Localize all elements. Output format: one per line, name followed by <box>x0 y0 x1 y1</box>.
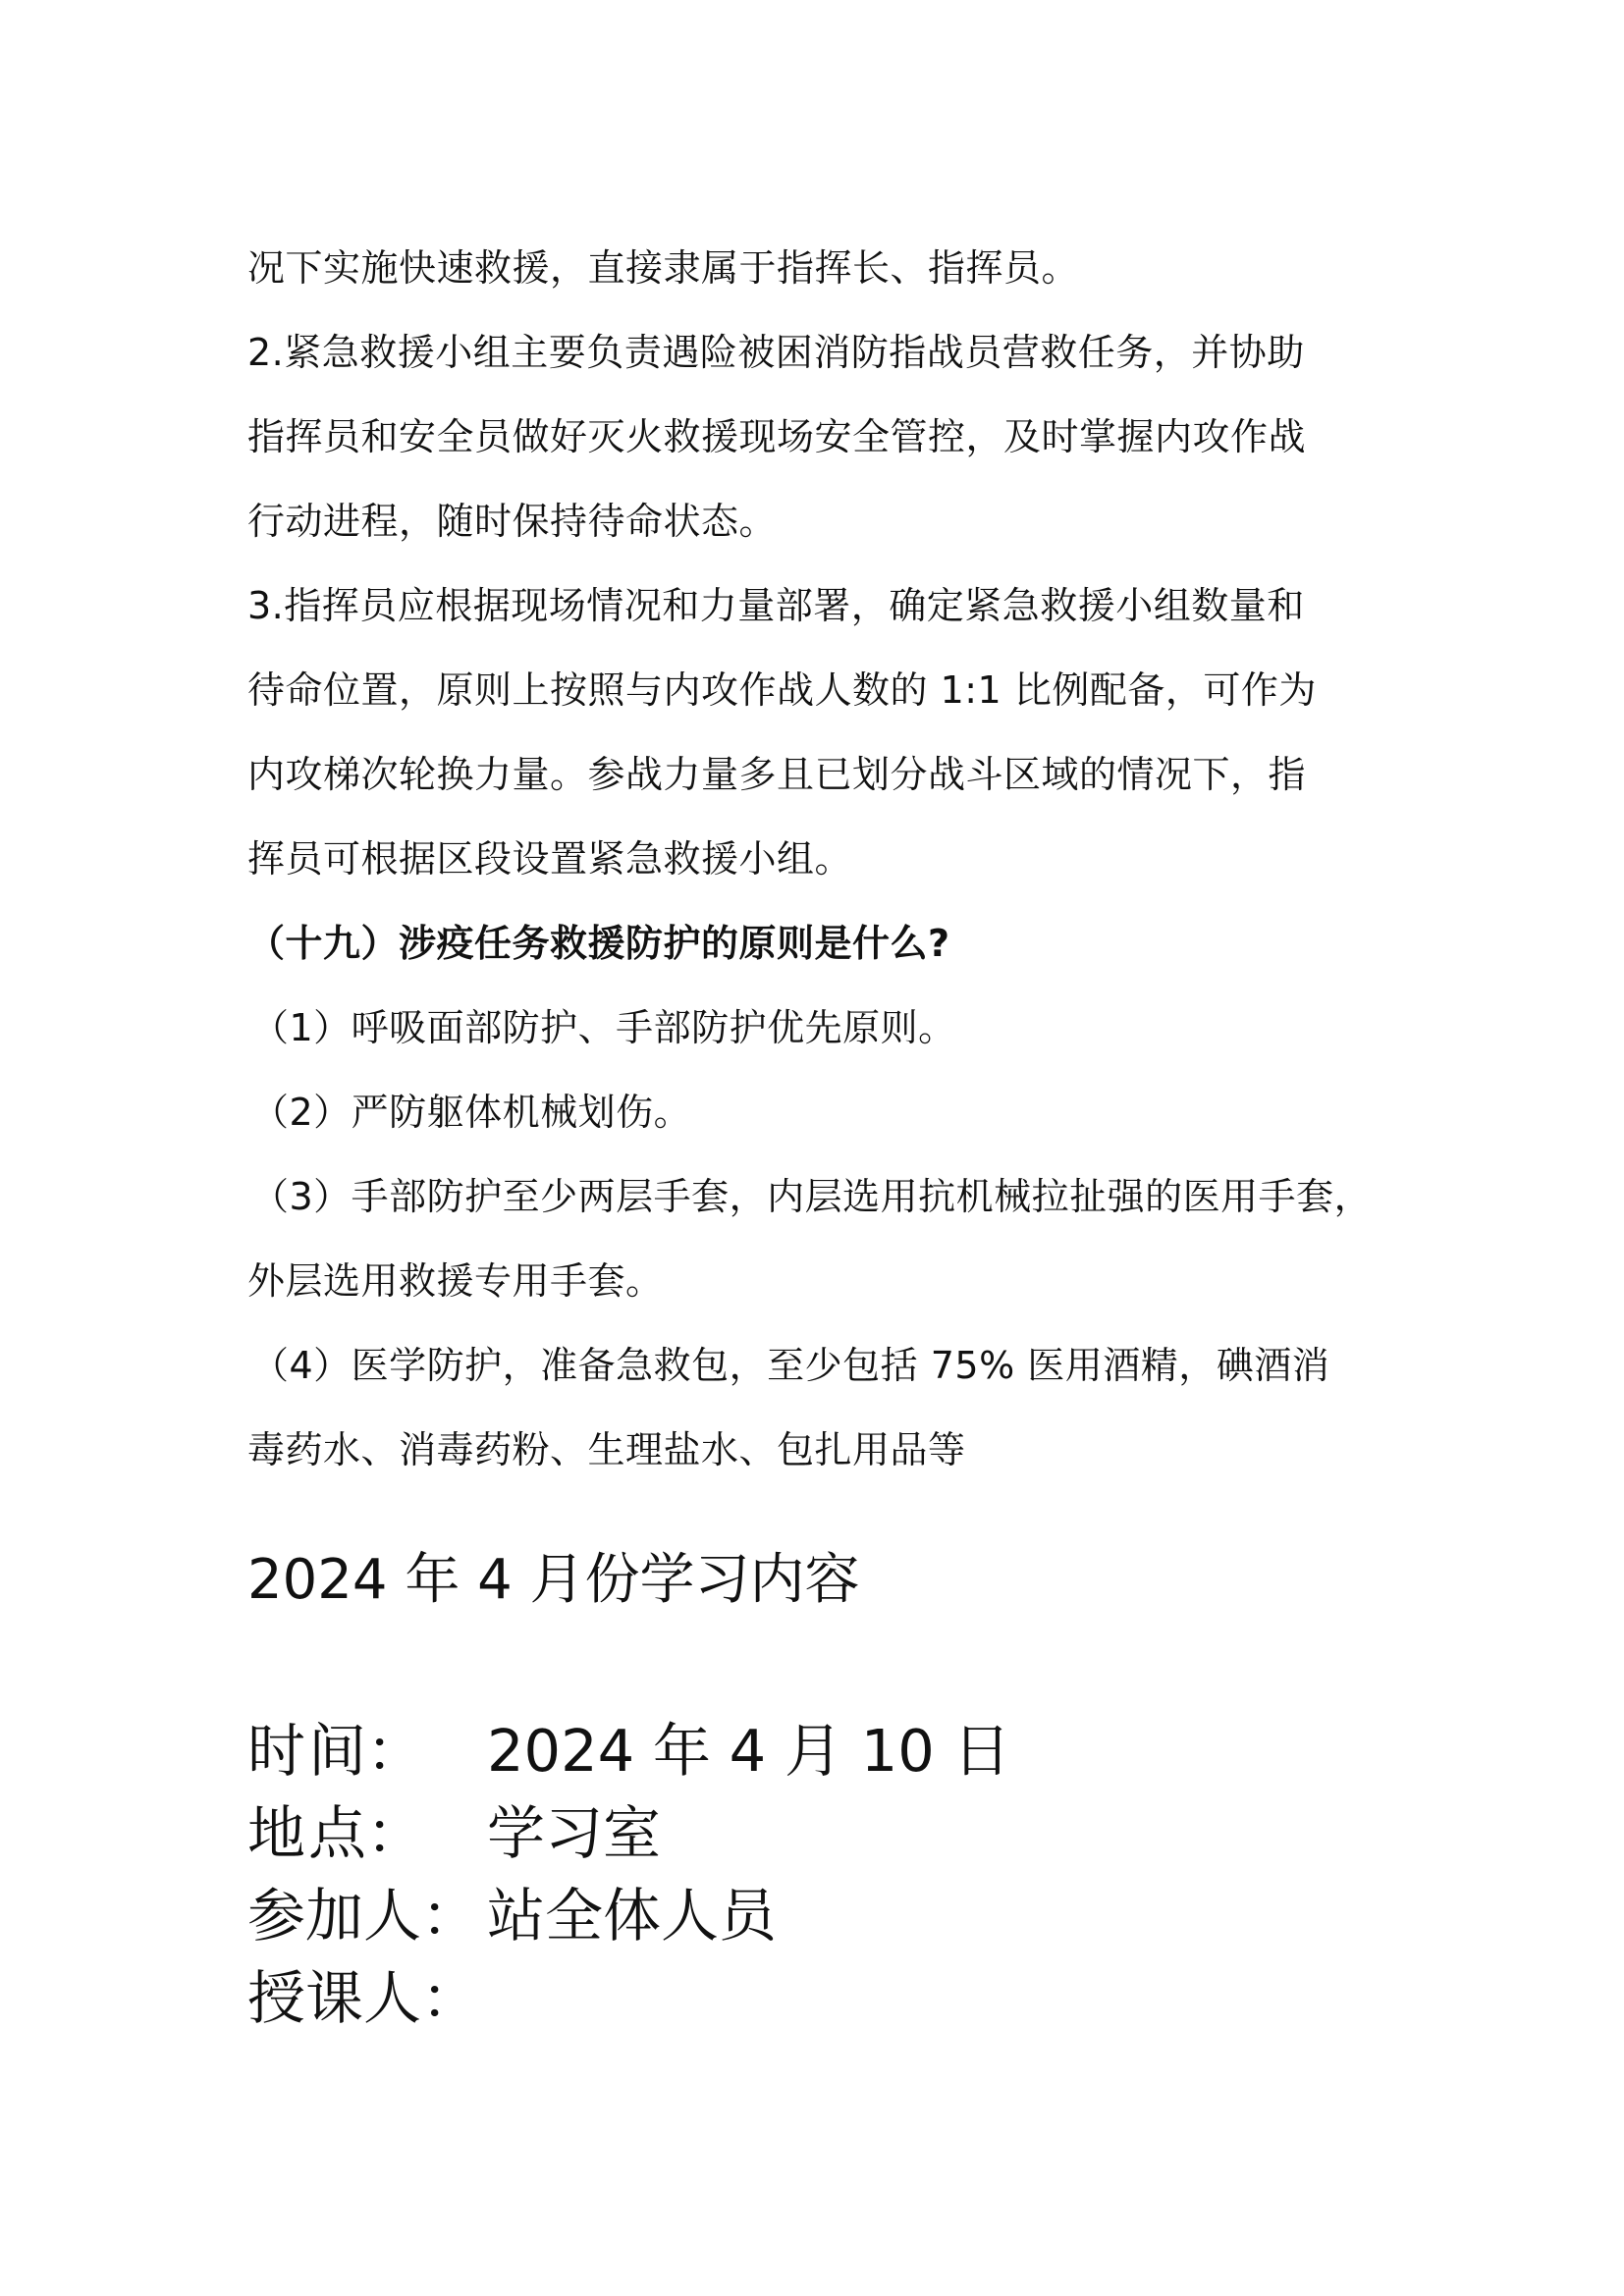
paragraph-line: 况下实施快速救援，直接隶属于指挥长、指挥员。 <box>247 246 1080 290</box>
paragraph-line: 内攻梯次轮换力量。参战力量多且已划分战斗区域的情况下，指 <box>247 753 1307 796</box>
study-meta-block <box>247 1710 1386 2040</box>
place-label-first: 地 <box>247 1799 306 1867</box>
answer-line: （4）医学防护，准备急救包，至少包括 75% 医用酒精，碘酒消 <box>251 1344 1330 1387</box>
attendees-label: 参加人： <box>247 1882 480 1949</box>
time-value: 2024 年 4 月 10 日 <box>487 1717 1011 1785</box>
paragraph-line: 待命位置，原则上按照与内攻作战人数的 1:1 比例配备，可作为 <box>247 668 1317 712</box>
section-title: 2024 年 4 月份学习内容 <box>247 1548 860 1612</box>
answer-line: （3）手部防护至少两层手套，内层选用抗机械拉扯强的医用手套， <box>251 1175 1373 1218</box>
attendees-value: 站全体人员 <box>487 1882 778 1949</box>
answer-line: 外层选用救援专用手套。 <box>247 1259 664 1303</box>
paragraph-line: 行动进程，随时保持待命状态。 <box>247 500 778 543</box>
body-text-block <box>247 226 1386 1492</box>
section-header <box>247 1536 1386 1625</box>
time-row <box>247 1710 1386 1792</box>
instructor-label: 授课人： <box>247 1964 480 2032</box>
place-label <box>247 1792 487 1875</box>
instructor-row <box>247 1957 1386 2040</box>
time-label-second: 间： <box>307 1717 424 1785</box>
answer-line: （2）严防躯体机械划伤。 <box>251 1091 692 1134</box>
attendees-row <box>247 1875 1386 1957</box>
time-label <box>247 1710 487 1792</box>
place-label-second: 点： <box>307 1799 424 1867</box>
paragraph-line: 挥员可根据区段设置紧急救援小组。 <box>247 837 853 881</box>
answer-line: 毒药水、消毒药粉、生理盐水、包扎用品等 <box>247 1428 966 1471</box>
answer-line: （1）呼吸面部防护、手部防护优先原则。 <box>251 1006 956 1049</box>
place-value: 学习室 <box>487 1799 662 1867</box>
paragraph-line: 3.指挥员应根据现场情况和力量部署，确定紧急救援小组数量和 <box>247 584 1305 627</box>
paragraph-line: 2.紧急救援小组主要负责遇险被困消防指战员营救任务，并协助 <box>247 331 1305 374</box>
place-row <box>247 1792 1386 1875</box>
question-heading: （十九）涉疫任务救援防护的原则是什么? <box>247 922 950 965</box>
paragraph-line: 指挥员和安全员做好灭火救援现场安全管控，及时掌握内攻作战 <box>247 415 1307 458</box>
time-label-first: 时 <box>247 1717 306 1785</box>
